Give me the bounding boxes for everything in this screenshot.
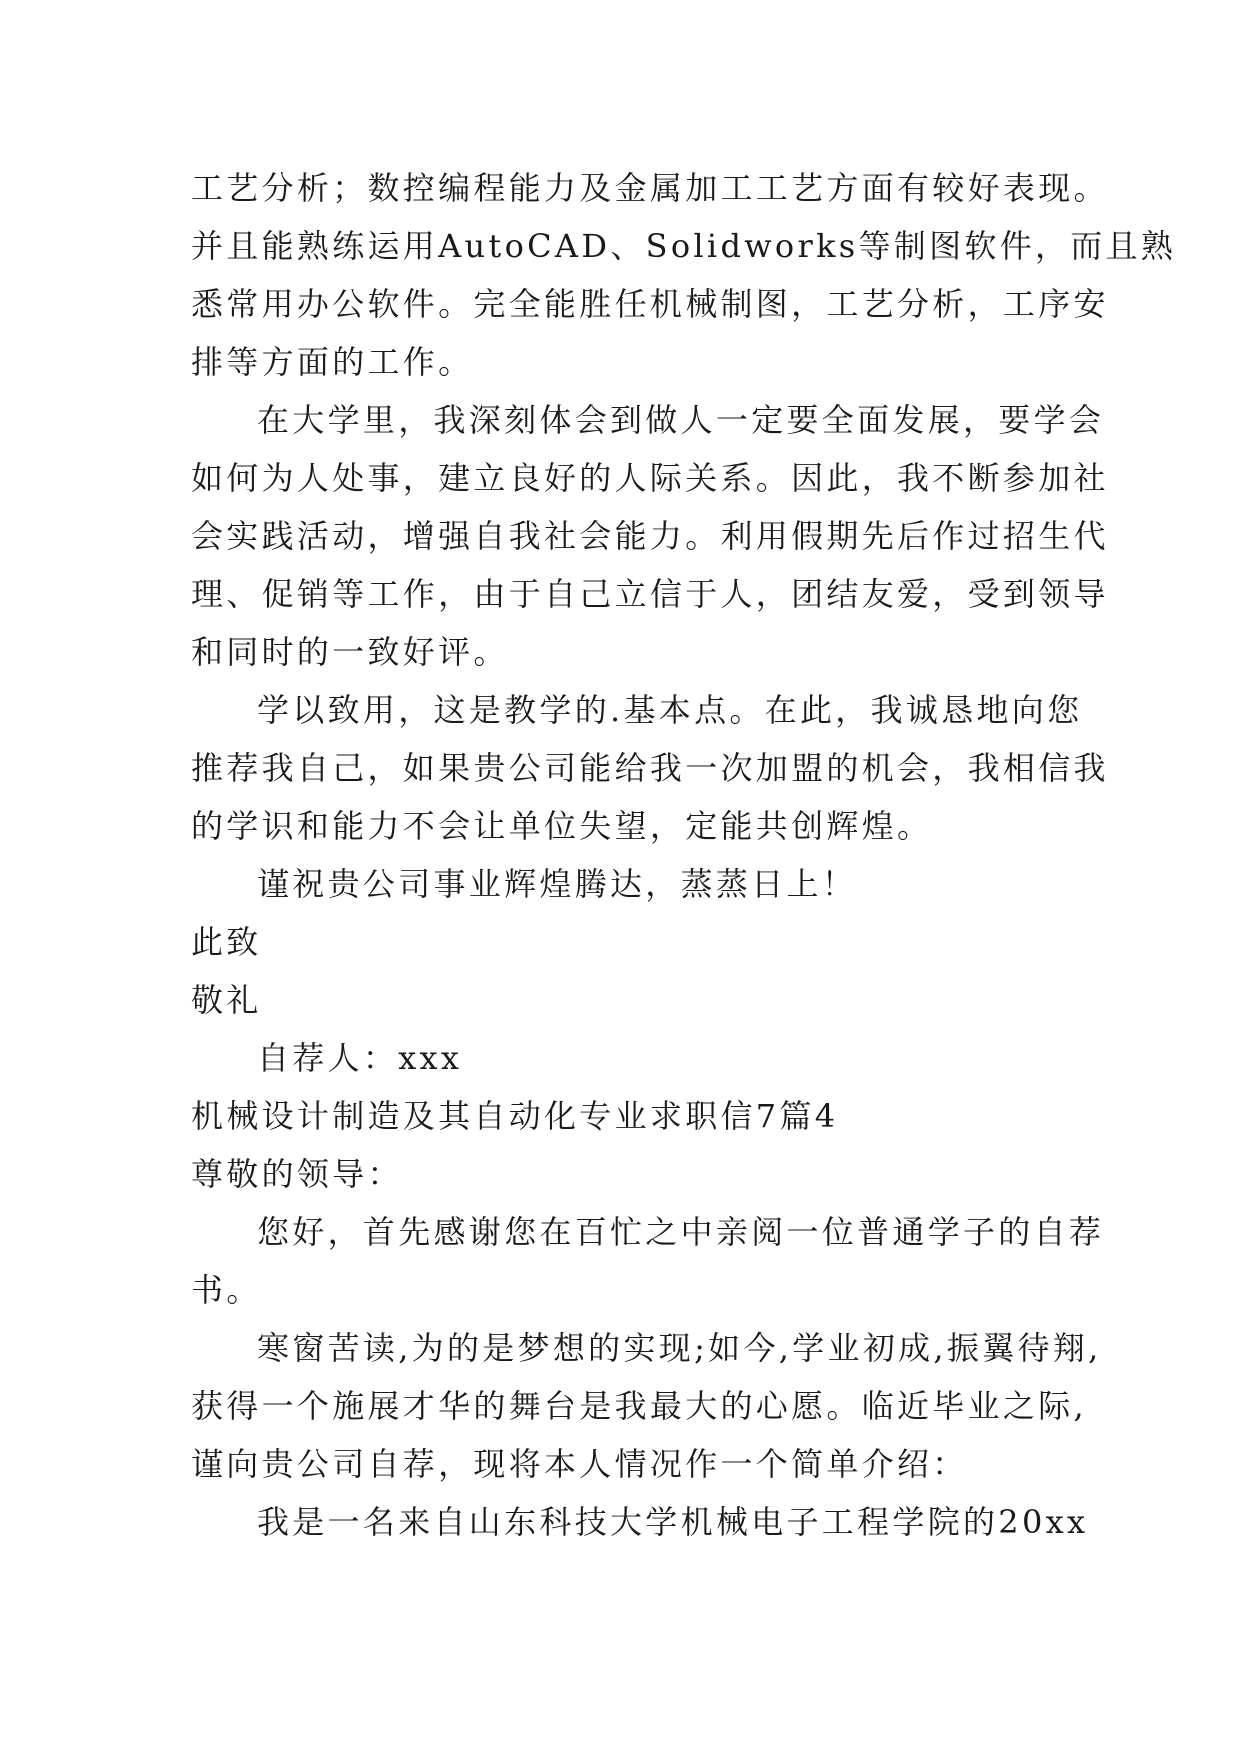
text-line: 推荐我自己，如果贵公司能给我一次加盟的机会，我相信我 (191, 749, 1109, 787)
closing-line: 此致 (191, 923, 262, 961)
text-line: 我是一名来自山东科技大学机械电子工程学院的20xx (257, 1503, 1089, 1541)
text-line: 的学识和能力不会让单位失望，定能共创辉煌。 (191, 807, 933, 845)
text-line: 谨祝贵公司事业辉煌腾达，蒸蒸日上！ (257, 865, 858, 903)
salutation: 尊敬的领导： (191, 1155, 403, 1193)
text-line: 并且能熟练运用AutoCAD、Solidworks等制图软件，而且熟 (191, 227, 1177, 265)
text-line: 寒窗苦读,为的是梦想的实现;如今,学业初成,振翼待翔, (257, 1329, 1102, 1367)
text-line: 和同时的一致好评。 (191, 633, 509, 671)
signature-line: 自荐人：xxx (257, 1039, 463, 1077)
letter-body (191, 159, 1177, 1551)
text-line: 在大学里，我深刻体会到做人一定要全面发展，要学会 (257, 401, 1105, 439)
text-line: 学以致用，这是教学的.基本点。在此，我诚恳地向您 (257, 691, 1083, 729)
text-line: 谨向贵公司自荐，现将本人情况作一个简单介绍： (191, 1445, 968, 1483)
text-line: 获得一个施展才华的舞台是我最大的心愿。临近毕业之际, (191, 1387, 1087, 1425)
text-line: 排等方面的工作。 (191, 343, 474, 381)
text-line: 您好，首先感谢您在百忙之中亲阅一位普通学子的自荐 (257, 1213, 1105, 1251)
text-line: 理、促销等工作，由于自己立信于人，团结友爱，受到领导 (191, 575, 1109, 613)
section-heading: 机械设计制造及其自动化专业求职信7篇4 (191, 1097, 839, 1135)
closing-line: 敬礼 (191, 981, 262, 1019)
text-line: 工艺分析；数控编程能力及金属加工工艺方面有较好表现。 (191, 169, 1109, 207)
text-line: 会实践活动，增强自我社会能力。利用假期先后作过招生代 (191, 517, 1109, 555)
text-line: 如何为人处事，建立良好的人际关系。因此，我不断参加社 (191, 459, 1109, 497)
text-line: 悉常用办公软件。完全能胜任机械制图，工艺分析，工序安 (191, 285, 1109, 323)
text-line: 书。 (191, 1271, 262, 1309)
